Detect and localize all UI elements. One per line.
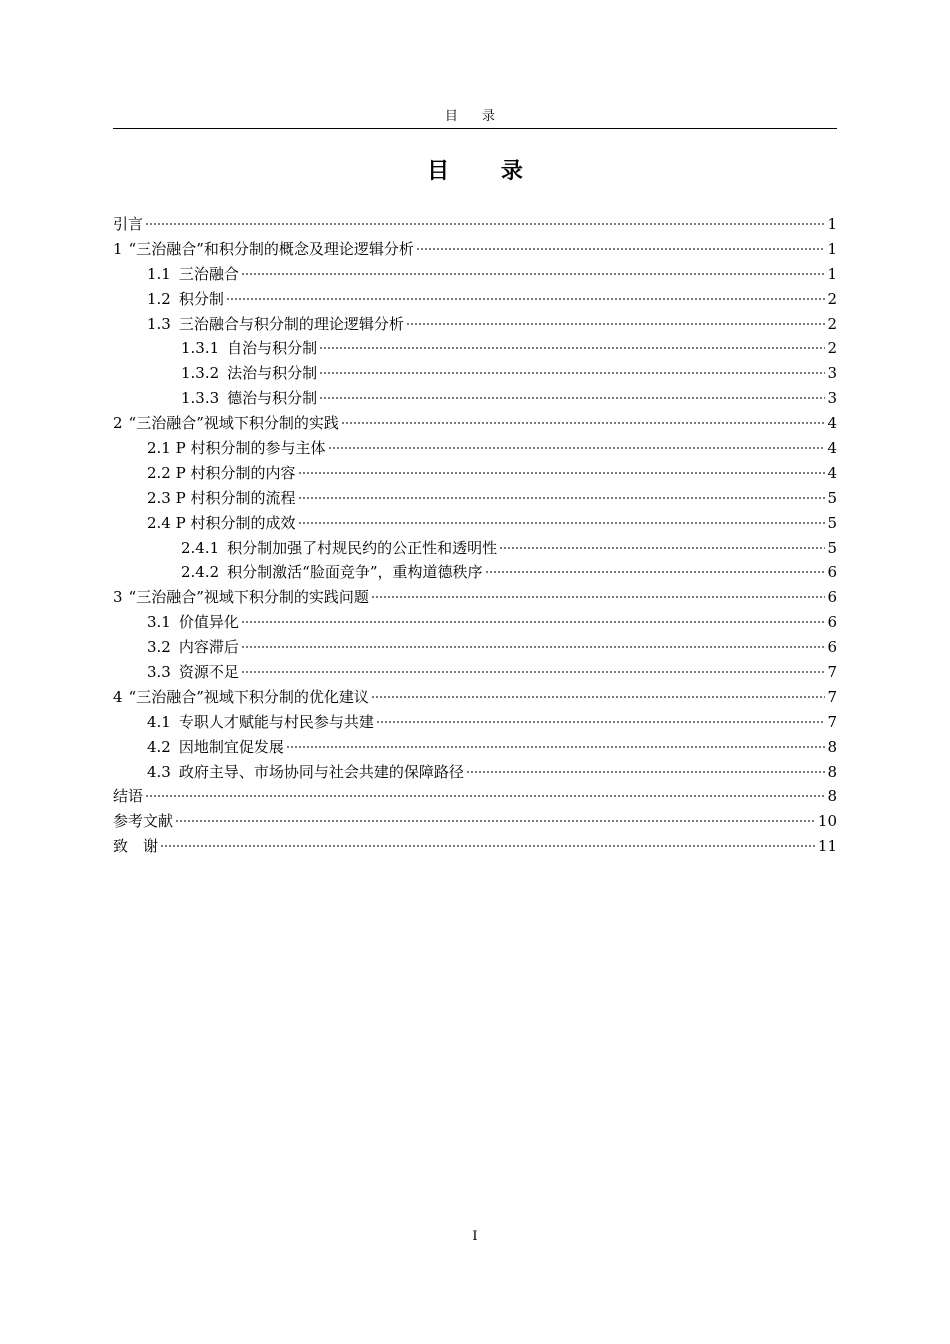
toc-entry-title: “三治融合”视域下积分制的实践 bbox=[128, 414, 339, 433]
toc-dot-leader bbox=[226, 298, 826, 300]
toc-entry[interactable] bbox=[113, 536, 837, 561]
toc-dot-leader bbox=[406, 323, 826, 325]
toc-entry-title: 结语 bbox=[113, 787, 144, 806]
toc-entry-title: 法治与积分制 bbox=[227, 364, 318, 383]
toc-entry-title: 三治融合 bbox=[178, 264, 239, 283]
toc-dot-leader bbox=[175, 820, 816, 822]
toc-entry[interactable] bbox=[113, 834, 837, 859]
toc-entry[interactable] bbox=[113, 635, 837, 660]
toc-entry-page: 8 bbox=[827, 762, 837, 781]
toc-dot-leader bbox=[241, 671, 826, 673]
toc-dot-leader bbox=[328, 447, 826, 449]
toc-entry-title: 参考文献 bbox=[113, 812, 174, 831]
toc-entry-number: 3.3 bbox=[147, 663, 171, 682]
toc-entry-title: 因地制宜促发展 bbox=[178, 737, 284, 756]
toc-entry-number: 4.2 bbox=[147, 737, 171, 756]
toc-entry-number: 3.2 bbox=[147, 638, 171, 657]
toc-entry-number: 3 bbox=[113, 588, 123, 607]
toc-entry[interactable] bbox=[113, 486, 837, 511]
toc-dot-leader bbox=[241, 273, 826, 275]
toc-entry-number: 1.3.1 bbox=[181, 339, 220, 358]
toc-entry-title: 价值异化 bbox=[178, 613, 239, 632]
toc-entry-page: 7 bbox=[827, 663, 837, 682]
toc-dot-leader bbox=[298, 522, 826, 524]
toc-dot-leader bbox=[145, 795, 825, 797]
toc-entry-title: 积分制加强了村规民约的公正性和透明性 bbox=[227, 538, 498, 557]
toc-entry-title: “三治融合”和积分制的概念及理论逻辑分析 bbox=[128, 239, 414, 258]
toc-entry-number: 1.3.3 bbox=[181, 389, 220, 408]
running-header: 目 录 bbox=[444, 109, 506, 124]
toc-entry[interactable] bbox=[113, 809, 837, 834]
toc-entry-page: 11 bbox=[817, 837, 837, 856]
toc-entry[interactable] bbox=[113, 660, 837, 685]
toc-dot-leader bbox=[145, 223, 825, 225]
toc-entry-number: 1.3.2 bbox=[181, 364, 220, 383]
toc-entry-page: 3 bbox=[827, 364, 837, 383]
toc-entry-page: 5 bbox=[827, 488, 837, 507]
toc-dot-leader bbox=[319, 397, 825, 399]
toc-entry-title: “三治融合”视域下积分制的实践问题 bbox=[128, 588, 369, 607]
toc-entry-title: 积分制 bbox=[178, 289, 224, 308]
toc-entry-title: 内容滞后 bbox=[178, 638, 239, 657]
toc-entry-title: 资源不足 bbox=[178, 663, 239, 682]
toc-dot-leader bbox=[466, 771, 826, 773]
toc-entry-page: 6 bbox=[827, 613, 837, 632]
toc-entry[interactable] bbox=[113, 212, 837, 237]
toc-dot-leader bbox=[319, 347, 825, 349]
toc-entry-number: 4.1 bbox=[147, 712, 171, 731]
toc-entry-title: 自治与积分制 bbox=[227, 339, 318, 358]
toc-dot-leader bbox=[499, 547, 825, 549]
toc-entry-page: 1 bbox=[827, 239, 837, 258]
page-number: I bbox=[472, 1229, 478, 1244]
toc-entry-title: 2.1 P 村积分制的参与主体 bbox=[147, 439, 326, 458]
toc-entry-title: 引言 bbox=[113, 215, 144, 233]
toc-entry-title: 专职人才赋能与村民参与共建 bbox=[178, 712, 374, 731]
toc-entry[interactable] bbox=[113, 610, 837, 635]
toc-entry-number: 3.1 bbox=[147, 613, 171, 632]
toc-entry-number: 2.4.2 bbox=[181, 563, 220, 582]
toc-entry-title: 2.4 P 村积分制的成效 bbox=[147, 513, 296, 532]
toc-entry-number: 2 bbox=[113, 414, 123, 433]
toc-dot-leader bbox=[160, 845, 816, 847]
toc-dot-leader bbox=[371, 596, 826, 598]
toc-entry[interactable] bbox=[113, 287, 837, 312]
toc-dot-leader bbox=[241, 646, 826, 648]
table-of-contents bbox=[113, 212, 837, 859]
toc-entry-page: 1 bbox=[827, 215, 837, 233]
toc-entry[interactable] bbox=[113, 336, 837, 361]
toc-entry[interactable] bbox=[113, 436, 837, 461]
toc-entry-page: 2 bbox=[827, 339, 837, 358]
toc-entry-number: 4.3 bbox=[147, 762, 171, 781]
toc-entry-page: 10 bbox=[817, 812, 837, 831]
toc-entry[interactable] bbox=[113, 262, 837, 287]
toc-entry-title: 2.2 P 村积分制的内容 bbox=[147, 463, 296, 482]
toc-entry-number: 1.1 bbox=[147, 264, 171, 283]
toc-entry-page: 2 bbox=[827, 314, 837, 333]
toc-entry-number: 2.4.1 bbox=[181, 538, 220, 557]
toc-entry-page: 5 bbox=[827, 513, 837, 532]
toc-entry-number: 4 bbox=[113, 687, 123, 706]
toc-dot-leader bbox=[376, 721, 826, 723]
toc-dot-leader bbox=[371, 696, 826, 698]
toc-entry[interactable] bbox=[113, 735, 837, 760]
toc-dot-leader bbox=[485, 571, 826, 573]
toc-dot-leader bbox=[298, 472, 826, 474]
toc-entry[interactable] bbox=[113, 361, 837, 386]
toc-dot-leader bbox=[341, 422, 826, 424]
toc-entry-page: 6 bbox=[827, 563, 837, 582]
toc-entry[interactable] bbox=[113, 784, 837, 809]
toc-entry-title: 三治融合与积分制的理论逻辑分析 bbox=[178, 314, 404, 333]
toc-entry-page: 6 bbox=[827, 588, 837, 607]
toc-entry[interactable] bbox=[113, 411, 837, 436]
toc-entry-title: 政府主导、市场协同与社会共建的保障路径 bbox=[178, 762, 464, 781]
toc-entry-number: 1.3 bbox=[147, 314, 171, 333]
toc-entry[interactable] bbox=[113, 710, 837, 735]
toc-entry[interactable] bbox=[113, 560, 837, 585]
toc-entry-title: 积分制激活“脸面竞争”，重构道德秩序 bbox=[227, 563, 483, 582]
toc-entry[interactable] bbox=[113, 312, 837, 337]
toc-entry-page: 7 bbox=[827, 687, 837, 706]
toc-entry-page: 7 bbox=[827, 712, 837, 731]
toc-entry-title: “三治融合”视域下积分制的优化建议 bbox=[128, 687, 369, 706]
toc-dot-leader bbox=[319, 372, 825, 374]
toc-entry-page: 5 bbox=[827, 538, 837, 557]
toc-entry-page: 8 bbox=[827, 787, 837, 806]
toc-entry-number: 1 bbox=[113, 239, 123, 258]
page-title: 目 录 bbox=[427, 159, 545, 184]
toc-entry-page: 1 bbox=[827, 264, 837, 283]
toc-entry[interactable] bbox=[113, 685, 837, 710]
header-rule bbox=[113, 128, 837, 129]
toc-entry-title: 德治与积分制 bbox=[227, 389, 318, 408]
toc-entry-title: 致 谢 bbox=[113, 837, 159, 856]
toc-dot-leader bbox=[241, 621, 826, 623]
toc-entry[interactable] bbox=[113, 511, 837, 536]
toc-entry-page: 3 bbox=[827, 389, 837, 408]
toc-entry-page: 6 bbox=[827, 638, 837, 657]
toc-entry[interactable] bbox=[113, 585, 837, 610]
toc-entry[interactable] bbox=[113, 386, 837, 411]
toc-entry-page: 8 bbox=[827, 737, 837, 756]
toc-dot-leader bbox=[298, 497, 826, 499]
toc-entry-page: 4 bbox=[827, 439, 837, 458]
toc-entry-title: 2.3 P 村积分制的流程 bbox=[147, 488, 296, 507]
toc-dot-leader bbox=[416, 248, 826, 250]
toc-entry-number: 1.2 bbox=[147, 289, 171, 308]
toc-entry[interactable] bbox=[113, 237, 837, 262]
toc-entry-page: 4 bbox=[827, 463, 837, 482]
toc-dot-leader bbox=[286, 746, 826, 748]
toc-entry-page: 4 bbox=[827, 414, 837, 433]
toc-entry[interactable] bbox=[113, 760, 837, 785]
toc-entry-page: 2 bbox=[827, 289, 837, 308]
toc-entry[interactable] bbox=[113, 461, 837, 486]
